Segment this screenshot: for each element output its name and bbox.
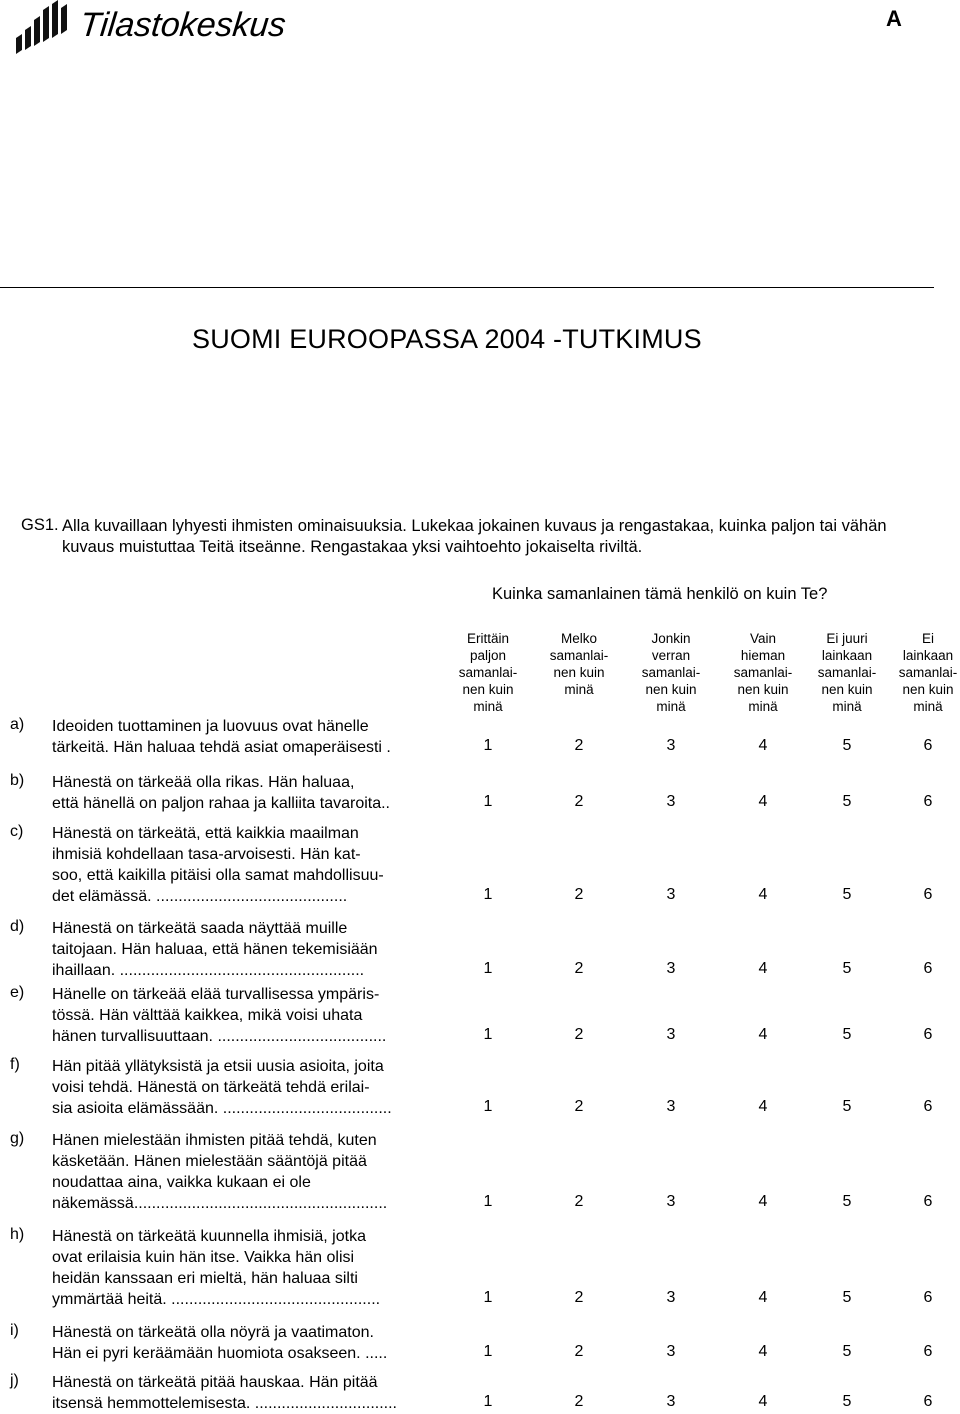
answer-option-4[interactable]: 4 — [758, 886, 768, 903]
column-header-1: Erittäin paljon samanlai- nen kuin minä — [458, 631, 518, 714]
answer-option-4[interactable]: 4 — [758, 1098, 768, 1115]
answer-option-1[interactable]: 1 — [483, 793, 493, 810]
answer-option-6[interactable]: 6 — [923, 793, 933, 810]
item-letter: d) — [10, 918, 25, 935]
answer-option-3[interactable]: 3 — [666, 1289, 676, 1306]
answer-option-1[interactable]: 1 — [483, 1193, 493, 1210]
answer-option-1[interactable]: 1 — [483, 1393, 493, 1410]
answer-option-4[interactable]: 4 — [758, 960, 768, 977]
answer-option-6[interactable]: 6 — [923, 1098, 933, 1115]
answer-option-2[interactable]: 2 — [574, 793, 584, 810]
column-header-4: Vain hieman samanlai- nen kuin minä — [733, 631, 793, 714]
item-letter: a) — [10, 716, 25, 733]
answer-option-5[interactable]: 5 — [842, 1393, 852, 1410]
item-text: Hänelle on tärkeää elää turvallisessa ympäris- tössä. Hän välttää kaikkea, mikä voisi uhata hänen turvallisuuttaan. ...................................... — [52, 986, 387, 1045]
tilastokeskus-logo — [14, 0, 288, 56]
answer-option-4[interactable]: 4 — [758, 1289, 768, 1306]
answer-option-3[interactable]: 3 — [666, 1393, 676, 1410]
question-text: Alla kuvaillaan lyhyesti ihmisten ominaisuuksia. Lukekaa jokainen kuvaus ja rengastakaa, kuinka paljon tai vähän kuvaus muistuttaa Teitä itseänne. Rengastakaa yksi vaihtoehto jokaiselta riviltä. — [62, 517, 887, 556]
answer-option-5[interactable]: 5 — [842, 1193, 852, 1210]
item-letter: i) — [10, 1322, 19, 1339]
answer-option-6[interactable]: 6 — [923, 1193, 933, 1210]
column-header-6: Ei lainkaan samanlai- nen kuin minä — [898, 631, 958, 714]
logo-text: Tilastokeskus — [78, 6, 288, 44]
answer-option-3[interactable]: 3 — [666, 1193, 676, 1210]
page-title: SUOMI EUROOPASSA 2004 -TUTKIMUS — [192, 324, 702, 354]
item-text: Hän pitää yllätyksistä ja etsii uusia asioita, joita voisi tehdä. Hänestä on tärkeätä tehdä erilai- sia asioita elämässään. ...................................... — [52, 1058, 392, 1117]
answer-option-6[interactable]: 6 — [923, 960, 933, 977]
answer-option-6[interactable]: 6 — [923, 1289, 933, 1306]
answer-option-1[interactable]: 1 — [483, 886, 493, 903]
answer-option-4[interactable]: 4 — [758, 793, 768, 810]
answer-option-2[interactable]: 2 — [574, 737, 584, 754]
answer-option-6[interactable]: 6 — [923, 1343, 933, 1360]
item-text: Ideoiden tuottaminen ja luovuus ovat hänelle tärkeitä. Hän haluaa tehdä asiat omaperäisesti . — [52, 718, 391, 756]
item-text: Hänestä on tärkeätä, että kaikkia maailman ihmisiä kohdellaan tasa-arvoisesti. Hän kat- soo, että kaikilla pitäisi olla samat mahdollisuu- det elämässä. ........................................... — [52, 825, 384, 905]
item-letter: g) — [10, 1130, 25, 1147]
scale-title: Kuinka samanlainen tämä henkilö on kuin Te? — [492, 585, 828, 603]
form-version: A — [886, 6, 902, 31]
answer-option-5[interactable]: 5 — [842, 1343, 852, 1360]
answer-option-1[interactable]: 1 — [483, 960, 493, 977]
item-letter: e) — [10, 984, 25, 1001]
answer-option-3[interactable]: 3 — [666, 1026, 676, 1043]
item-letter: h) — [10, 1226, 25, 1243]
item-text: Hänestä on tärkeätä olla nöyrä ja vaatimaton. Hän ei pyri keräämään huomiota osakseen. ..... — [52, 1324, 388, 1362]
answer-option-4[interactable]: 4 — [758, 1393, 768, 1410]
answer-option-2[interactable]: 2 — [574, 1343, 584, 1360]
answer-option-5[interactable]: 5 — [842, 737, 852, 754]
answer-option-2[interactable]: 2 — [574, 1289, 584, 1306]
answer-option-2[interactable]: 2 — [574, 1393, 584, 1410]
item-text: Hänestä on tärkeätä saada näyttää muille taitojaan. Hän haluaa, että hänen tekemisiään ihaillaan. ....................................................... — [52, 920, 378, 979]
answer-option-3[interactable]: 3 — [666, 793, 676, 810]
answer-option-2[interactable]: 2 — [574, 1098, 584, 1115]
answer-option-1[interactable]: 1 — [483, 737, 493, 754]
item-letter: c) — [10, 823, 24, 840]
answer-option-1[interactable]: 1 — [483, 1289, 493, 1306]
item-text: Hänestä on tärkeätä pitää hauskaa. Hän pitää itsensä hemmottelemisesta. ................................ — [52, 1374, 397, 1412]
column-header-2: Melko samanlai- nen kuin minä — [549, 631, 609, 697]
column-header-3: Jonkin verran samanlai- nen kuin minä — [641, 631, 701, 714]
item-text: Hänestä on tärkeätä kuunnella ihmisiä, jotka ovat erilaisia kuin hän itse. Vaikka hän olisi heidän kanssaan eri mieltä, hän haluaa silti ymmärtää heitä. ............................................... — [52, 1228, 381, 1308]
answer-option-3[interactable]: 3 — [666, 960, 676, 977]
answer-option-3[interactable]: 3 — [666, 886, 676, 903]
item-text: Hänestä on tärkeää olla rikas. Hän haluaa, että hänellä on paljon rahaa ja kalliita tavaroita.. — [52, 774, 390, 812]
answer-option-1[interactable]: 1 — [483, 1343, 493, 1360]
answer-option-5[interactable]: 5 — [842, 886, 852, 903]
answer-option-2[interactable]: 2 — [574, 1193, 584, 1210]
answer-option-2[interactable]: 2 — [574, 1026, 584, 1043]
answer-option-5[interactable]: 5 — [842, 1098, 852, 1115]
answer-option-6[interactable]: 6 — [923, 737, 933, 754]
answer-option-3[interactable]: 3 — [666, 737, 676, 754]
answer-option-4[interactable]: 4 — [758, 1026, 768, 1043]
answer-option-6[interactable]: 6 — [923, 886, 933, 903]
answer-option-6[interactable]: 6 — [923, 1393, 933, 1410]
column-header-5: Ei juuri lainkaan samanlai- nen kuin minä — [817, 631, 877, 714]
answer-option-3[interactable]: 3 — [666, 1098, 676, 1115]
question-number: GS1. — [21, 516, 59, 534]
answer-option-5[interactable]: 5 — [842, 960, 852, 977]
item-letter: j) — [10, 1372, 19, 1389]
item-letter: f) — [10, 1056, 20, 1073]
answer-option-5[interactable]: 5 — [842, 1026, 852, 1043]
answer-option-2[interactable]: 2 — [574, 960, 584, 977]
answer-option-6[interactable]: 6 — [923, 1026, 933, 1043]
logo-mark-icon — [14, 0, 74, 56]
answer-option-2[interactable]: 2 — [574, 886, 584, 903]
answer-option-5[interactable]: 5 — [842, 793, 852, 810]
answer-option-1[interactable]: 1 — [483, 1098, 493, 1115]
item-text: Hänen mielestään ihmisten pitää tehdä, kuten käsketään. Hänen mielestään sääntöjä pitää noudattaa aina, vaikka kukaan ei ole näkemässä......................................................... — [52, 1132, 388, 1212]
answer-option-4[interactable]: 4 — [758, 737, 768, 754]
answer-option-5[interactable]: 5 — [842, 1289, 852, 1306]
answer-option-3[interactable]: 3 — [666, 1343, 676, 1360]
answer-option-1[interactable]: 1 — [483, 1026, 493, 1043]
header-divider — [0, 287, 934, 288]
item-letter: b) — [10, 772, 25, 789]
answer-option-4[interactable]: 4 — [758, 1343, 768, 1360]
answer-option-4[interactable]: 4 — [758, 1193, 768, 1210]
